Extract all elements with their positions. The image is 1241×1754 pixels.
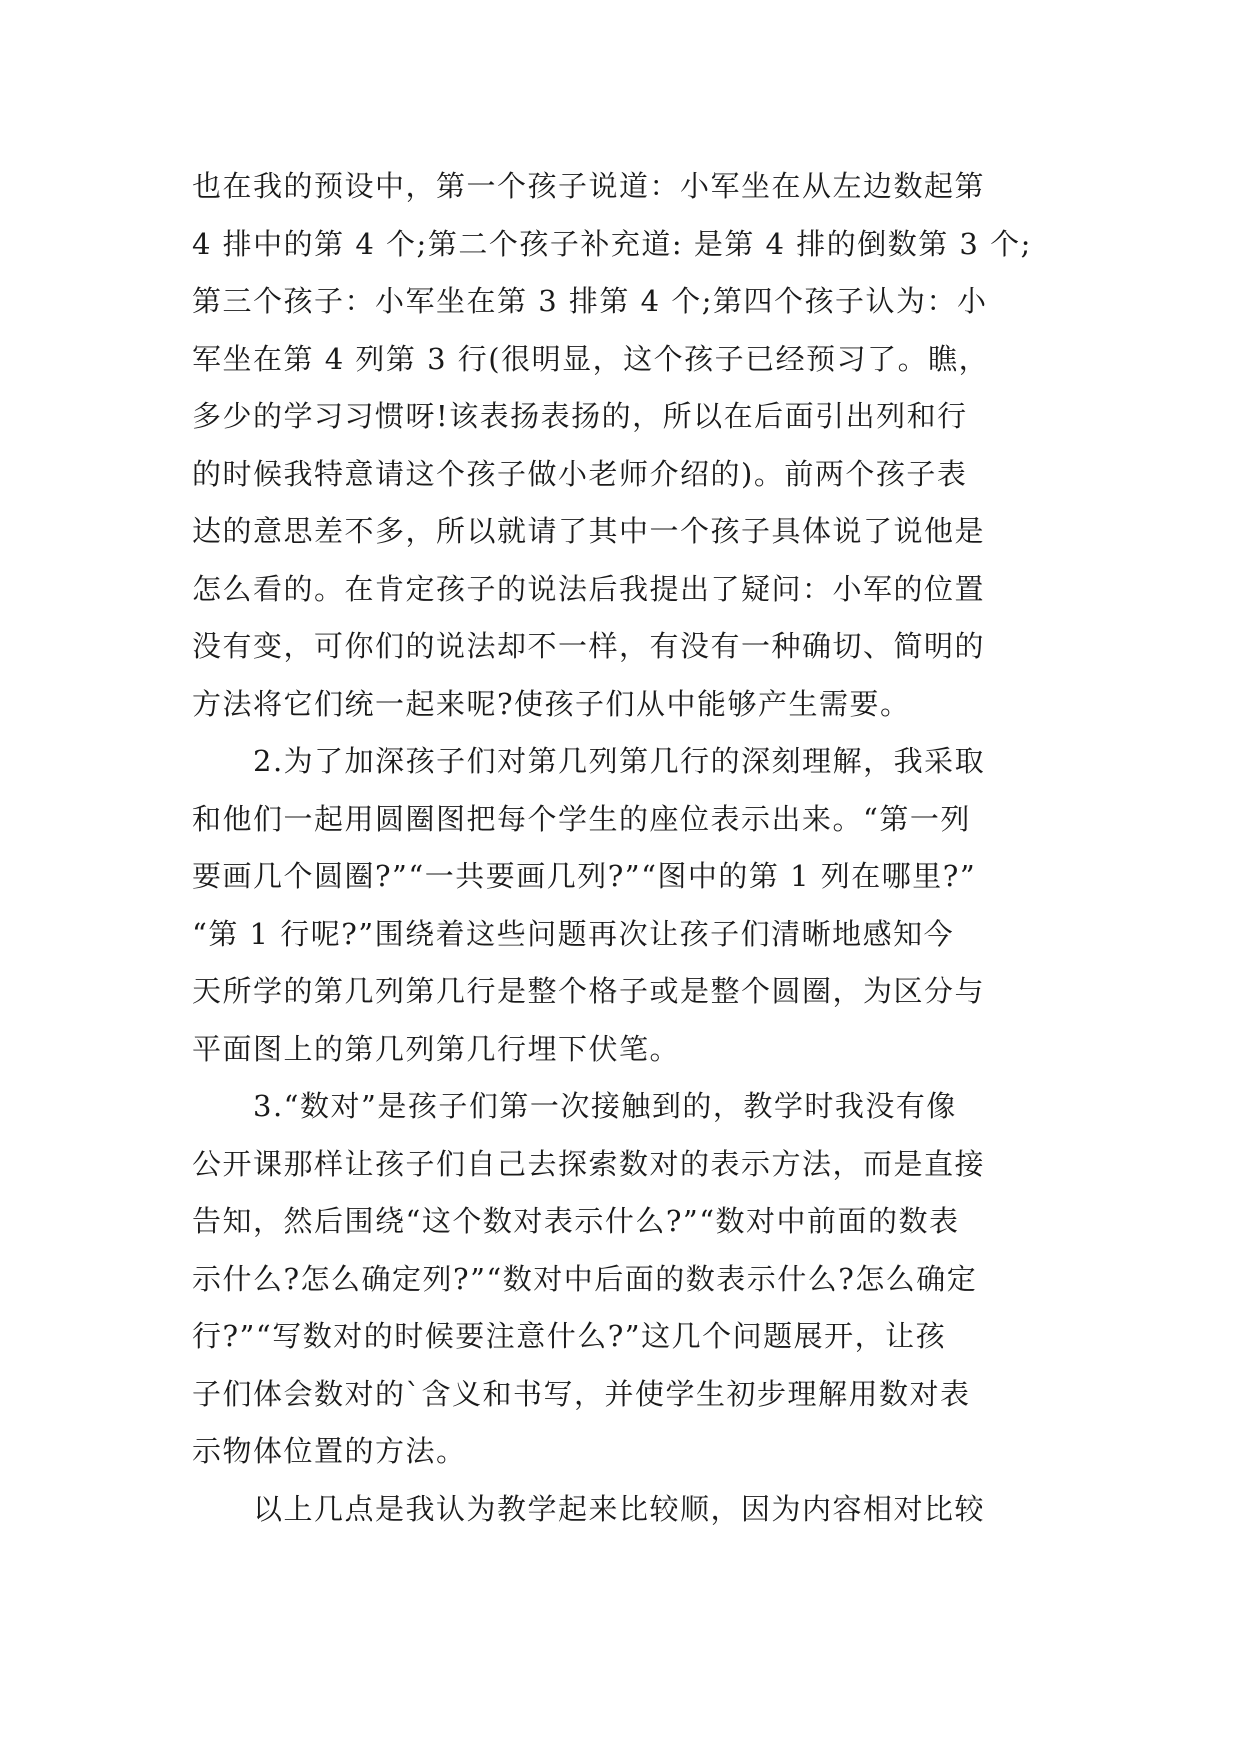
text-line: 示物体位置的方法。 [192, 1434, 467, 1468]
text-line: 天所学的第几列第几行是整个格子或是整个圆圈，为区分与 [192, 974, 986, 1008]
text-line: 多少的学习习惯呀!该表扬表扬的，所以在后面引出列和行 [192, 399, 968, 433]
text-line: 示什么?怎么确定列?”“数对中后面的数表示什么?怎么确定 [192, 1261, 978, 1296]
text-line: 和他们一起用圆圈图把每个学生的座位表示出来。“第一列 [192, 801, 971, 836]
text-line: 达的意思差不多，所以就请了其中一个孩子具体说了说他是 [192, 514, 986, 548]
text-line: 的时候我特意请这个孩子做小老师介绍的)。前两个孩子表 [192, 456, 968, 491]
text-line: “第 1 行呢?”围绕着这些问题再次让孩子们清晰地感知今 [192, 916, 955, 951]
text-line: 没有变，可你们的说法却不一样，有没有一种确切、简明的 [192, 629, 986, 663]
text-line: 军坐在第 4 列第 3 行(很明显，这个孩子已经预习了。瞧， [192, 341, 990, 376]
text-line: 第三个孩子：小军坐在第 3 排第 4 个;第四个孩子认为：小 [192, 284, 988, 318]
text-line: 告知，然后围绕“这个数对表示什么?”“数对中前面的数表 [192, 1204, 960, 1238]
paragraph-first-line: 3.“数对”是孩子们第一次接触到的，教学时我没有像 [253, 1089, 957, 1123]
paragraph-first-line: 2.为了加深孩子们对第几列第几行的深刻理解，我采取 [253, 744, 986, 778]
body-text [192, 158, 1072, 1538]
text-line: 怎么看的。在肯定孩子的说法后我提出了疑问：小军的位置 [192, 571, 986, 606]
text-line: 4 排中的第 4 个;第二个孩子补充道: 是第 4 排的倒数第 3 个; [192, 226, 1032, 261]
text-line: 要画几个圆圈?”“一共要画几列?”“图中的第 1 列在哪里?” [192, 859, 977, 893]
text-line: 行?”“写数对的时候要注意什么?”这几个问题展开，让孩 [192, 1319, 947, 1353]
text-line: 方法将它们统一起来呢?使孩子们从中能够产生需要。 [192, 686, 911, 721]
text-line: 公开课那样让孩子们自己去探索数对的表示方法，而是直接 [192, 1146, 986, 1181]
text-line: 子们体会数对的`含义和书写，并使学生初步理解用数对表 [192, 1376, 971, 1411]
paragraph-first-line: 以上几点是我认为教学起来比较顺，因为内容相对比较 [253, 1491, 986, 1526]
text-line: 平面图上的第几列第几行埋下伏笔。 [192, 1031, 681, 1066]
text-line: 也在我的预设中，第一个孩子说道：小军坐在从左边数起第 [192, 169, 986, 203]
